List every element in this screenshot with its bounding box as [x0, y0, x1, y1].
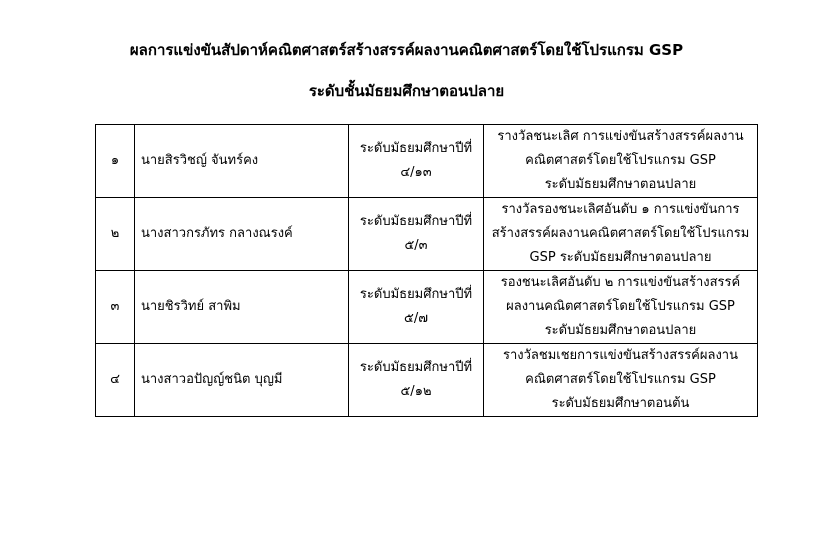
class-number: ๕/๗ [404, 311, 428, 326]
class-level [349, 271, 484, 344]
class-number: ๕/๓ [404, 238, 428, 253]
student-name: นางสาวอปัญญ์ชนิต บุญมี [135, 344, 349, 417]
award-line: สร้างสรรค์ผลงานคณิตศาสตร์โดยใช้โปรแกรม [491, 226, 750, 241]
award-line: คณิตศาสตร์โดยใช้โปรแกรม GSP [525, 372, 716, 387]
student-name: นายชิรวิทย์ สาพิม [135, 271, 349, 344]
class-level [349, 344, 484, 417]
award [484, 198, 758, 271]
student-name: นายสิรวิชญ์ จันทร์คง [135, 125, 349, 198]
award [484, 125, 758, 198]
row-number: ๔ [96, 344, 135, 417]
award-line: ระดับมัธยมศึกษาตอนปลาย [544, 177, 697, 192]
table-row [96, 198, 758, 271]
row-number: ๓ [96, 271, 135, 344]
class-level-label: ระดับมัธยมศึกษาปีที่ [359, 360, 473, 375]
award-line: ผลงานคณิตศาสตร์โดยใช้โปรแกรม GSP [506, 299, 735, 314]
award [484, 271, 758, 344]
award-line: รางวัลชนะเลิศ การแข่งขันสร้างสรรค์ผลงาน [497, 129, 744, 144]
student-name: นางสาวกรภัทร กลางณรงค์ [135, 198, 349, 271]
table-row [96, 344, 758, 417]
award-line: ระดับมัธยมศึกษาตอนปลาย [544, 323, 697, 338]
document-subtitle: ระดับชั้นมัธยมศึกษาตอนปลาย [308, 82, 505, 100]
class-number: ๔/๑๓ [400, 165, 432, 180]
class-level-label: ระดับมัธยมศึกษาปีที่ [359, 287, 473, 302]
row-number: ๑ [96, 125, 135, 198]
award-line: รางวัลชมเชยการแข่งขันสร้างสรรค์ผลงาน [503, 348, 738, 363]
results-table [95, 124, 758, 417]
row-number: ๒ [96, 198, 135, 271]
class-level-label: ระดับมัธยมศึกษาปีที่ [359, 214, 473, 229]
class-number: ๕/๑๒ [400, 384, 432, 399]
award-line: ระดับมัธยมศึกษาตอนต้น [551, 396, 690, 411]
award-line: GSP ระดับมัธยมศึกษาตอนปลาย [529, 250, 712, 265]
document-title: ผลการแข่งขันสัปดาห์คณิตศาสตร์สร้างสรรค์ผลงานคณิตศาสตร์โดยใช้โปรแกรม GSP [129, 41, 684, 59]
award-line: รองชนะเลิศอันดับ ๒ การแข่งขันสร้างสรรค์ [500, 275, 741, 290]
class-level [349, 198, 484, 271]
class-level [349, 125, 484, 198]
table-row [96, 271, 758, 344]
award [484, 344, 758, 417]
award-line: คณิตศาสตร์โดยใช้โปรแกรม GSP [525, 153, 716, 168]
award-line: รางวัลรองชนะเลิศอันดับ ๑ การแข่งขันการ [501, 202, 740, 217]
class-level-label: ระดับมัธยมศึกษาปีที่ [359, 141, 473, 156]
table-row [96, 125, 758, 198]
